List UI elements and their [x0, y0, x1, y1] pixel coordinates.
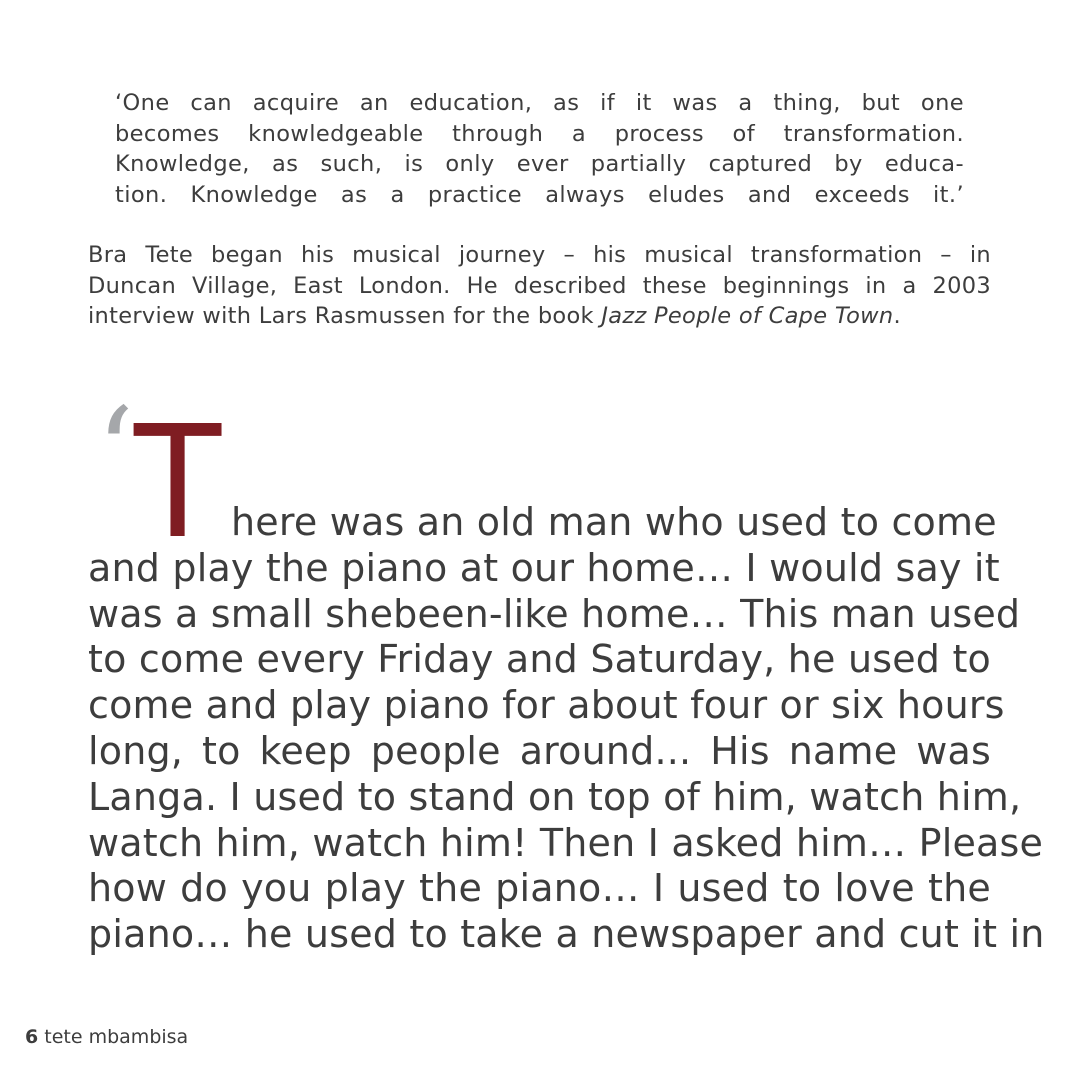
epigraph-line: becomes knowledgeable through a process of transformation.: [115, 120, 964, 147]
story-quote: [88, 500, 1045, 958]
story-line: watch him, watch him! Then I asked him… Please: [88, 820, 1044, 865]
story-line: Langa. I used to stand on top of him, watch him,: [88, 774, 1022, 819]
story-line: come and play piano for about four or six hours: [88, 683, 1005, 728]
book-title: Jazz People of Cape Town: [601, 303, 894, 329]
story-line: long, to keep people around... His name was: [88, 728, 991, 773]
running-title: tete mbambisa: [44, 1026, 189, 1048]
story-line: piano… he used to take a newspaper and cut it in: [88, 912, 1045, 957]
story-line: how do you play the piano… I used to love the: [88, 866, 991, 911]
intro-line: Duncan Village, East London. He described these beginnings in a 2003: [88, 272, 991, 299]
page-footer: [25, 1026, 188, 1048]
drop-cap-letter: T: [134, 392, 222, 573]
story-line: was a small shebeen-like home… This man used: [88, 591, 1021, 636]
story-line: to come every Friday and Saturday, he used to: [88, 637, 991, 682]
page-number: 6: [25, 1026, 39, 1048]
epigraph-quote: [115, 88, 964, 210]
epigraph-line: ‘One can acquire an education, as if it was a thing, but one: [115, 90, 964, 116]
intro-line: [88, 301, 991, 332]
intro-line-suffix: .: [893, 303, 901, 329]
intro-line-prefix: interview with Lars Rasmussen for the book: [88, 303, 602, 329]
epigraph-line: Knowledge, as such, is only ever partially captured by educa-: [115, 151, 964, 177]
story-line: here was an old man who used to come: [231, 500, 997, 544]
intro-paragraph: [88, 240, 991, 332]
story-line: and play the piano at our home… I would say it: [88, 545, 1000, 590]
open-quote-mark: ‘: [96, 383, 135, 522]
epigraph-line: tion. Knowledge as a practice always eludes and exceeds it.’: [115, 181, 964, 208]
intro-line: Bra Tete began his musical journey – his musical transformation – in: [88, 242, 991, 268]
